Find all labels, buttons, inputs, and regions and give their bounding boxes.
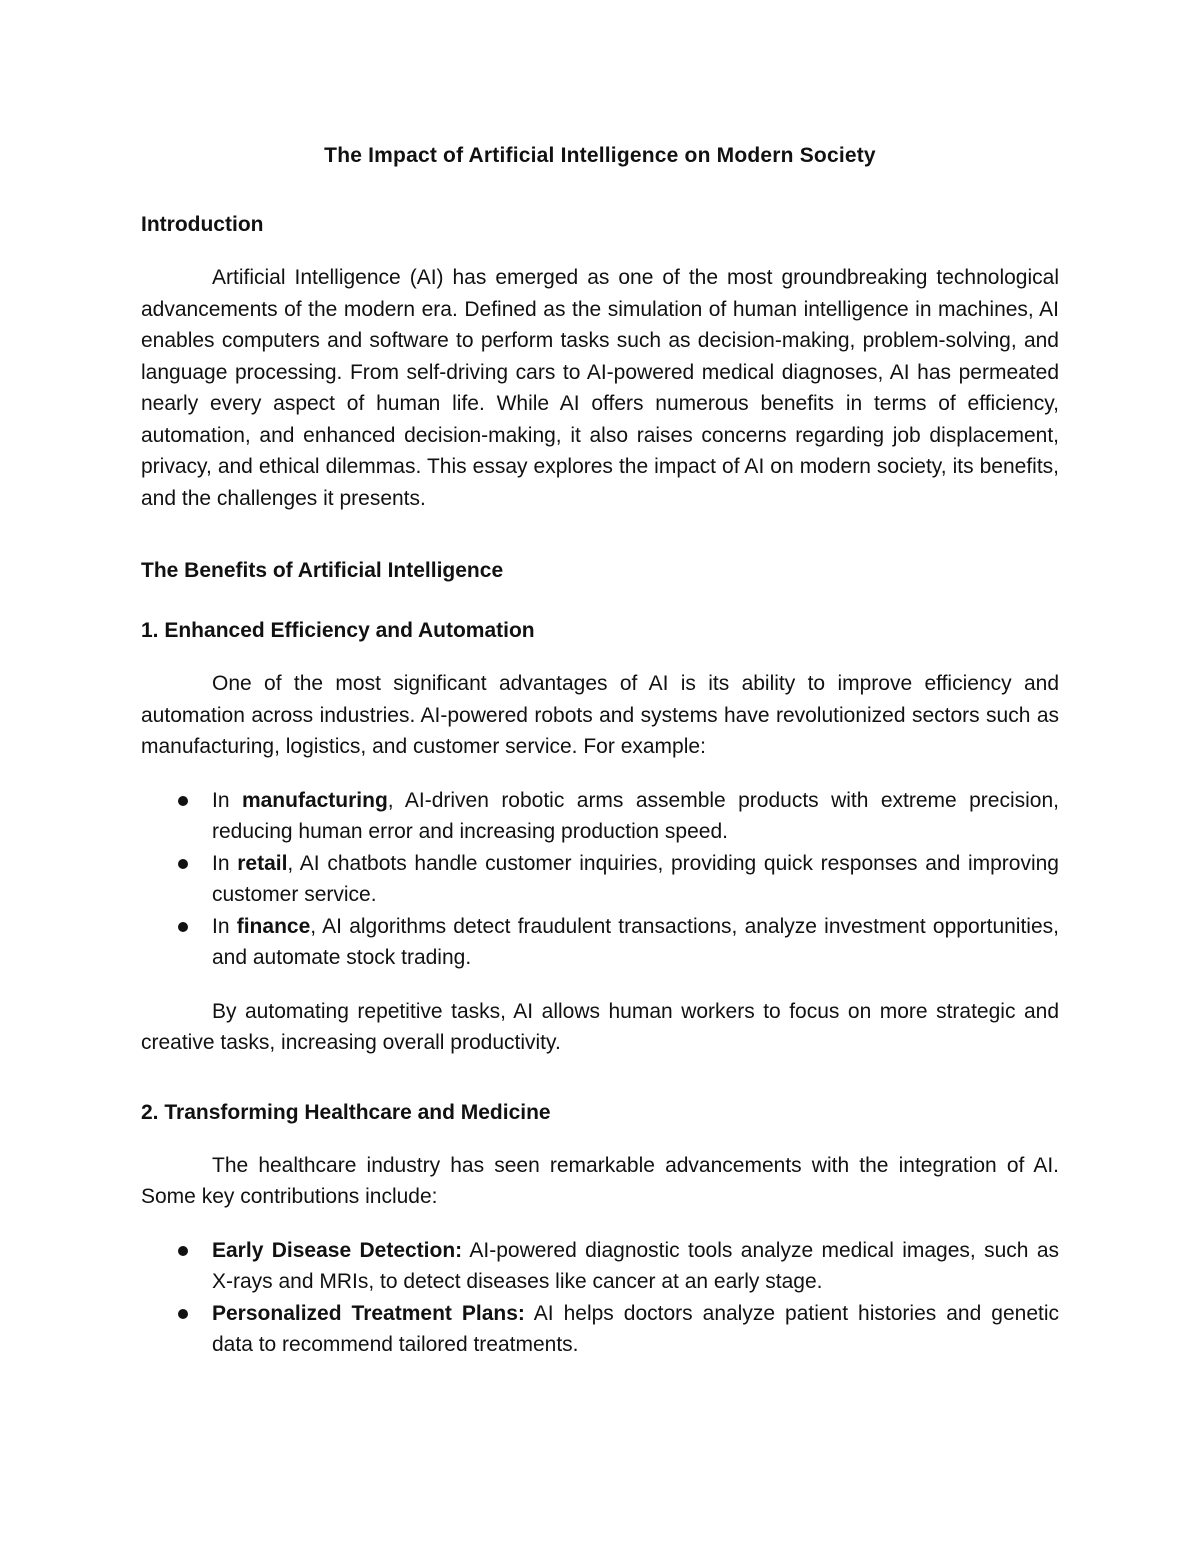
bullet-prefix: In [212, 851, 238, 875]
introduction-paragraph: Artificial Intelligence (AI) has emerged as one of the most groundbreaking technological advancements of the modern era. Defined as the simulation of human intelligence in machines, AI enables computers and software to perform tasks such as decision-making, problem-solving, and language processing. From self-driving cars to AI-powered medical diagnoses, AI has permeated nearly every aspect of human life. While AI offers numerous benefits in terms of efficiency, automation, and enhanced decision-making, it also raises concerns regarding job displacement, privacy, and ethical dilemmas. This essay explores the impact of AI on modern society, its benefits, and the challenges it presents. [141, 266, 1059, 510]
bullet-keyword: manufacturing [241, 788, 388, 812]
bullet-text: AI helps doctors analyze patient histories and genetic data to recommend tailored treatments. [212, 1301, 1059, 1356]
bullet-prefix: In [212, 788, 242, 812]
section-1-paragraph: One of the most significant advantages of AI is its ability to improve efficiency and automation across industries. AI-powered robots and systems have revolutionized sectors such as manufacturing, logistics, and customer service. For example: [141, 672, 1059, 758]
bullet-icon [178, 796, 188, 806]
section-1-bullet-list [141, 785, 1059, 974]
section-2-heading: 2. Transforming Healthcare and Medicine [141, 1100, 551, 1124]
list-item-personalized-treatment [141, 1298, 1059, 1361]
bullet-keyword: retail [237, 851, 288, 875]
bullet-icon [178, 922, 188, 932]
bullet-keyword: finance [236, 914, 311, 938]
bullet-text: AI-powered diagnostic tools analyze medical images, such as X-rays and MRIs, to detect diseases like cancer at an early stage. [212, 1238, 1060, 1293]
bullet-keyword: Personalized Treatment Plans: [212, 1301, 525, 1325]
bullet-text: , AI algorithms detect fraudulent transactions, analyze investment opportunities, and automate stock trading. [212, 914, 1059, 969]
introduction-heading: Introduction [141, 213, 264, 236]
bullet-icon [178, 859, 188, 869]
section-2-bullet-list [141, 1235, 1059, 1361]
section-2-paragraph: The healthcare industry has seen remarkable advancements with the integration of AI. Some key contributions include: [141, 1153, 1059, 1208]
benefits-heading: The Benefits of Artificial Intelligence [141, 559, 504, 582]
list-item-manufacturing [141, 785, 1059, 848]
list-item-retail [141, 848, 1059, 911]
list-item-finance [141, 911, 1059, 974]
document-title: The Impact of Artificial Intelligence on Modern Society [324, 144, 876, 167]
document-content [141, 140, 1059, 1361]
bullet-icon [178, 1246, 188, 1256]
bullet-keyword: Early Disease Detection: [212, 1238, 463, 1262]
bullet-text: , AI-driven robotic arms assemble products with extreme precision, reducing human error and increasing production speed. [212, 788, 1059, 843]
list-item-early-disease-detection [141, 1235, 1059, 1298]
bullet-prefix: In [212, 914, 237, 938]
section-1-closing-paragraph: By automating repetitive tasks, AI allows human workers to focus on more strategic and creative tasks, increasing overall productivity. [141, 999, 1059, 1054]
section-1-heading: 1. Enhanced Efficiency and Automation [141, 619, 535, 642]
bullet-icon [178, 1309, 188, 1319]
bullet-text: , AI chatbots handle customer inquiries, providing quick responses and improving customer service. [212, 851, 1059, 906]
